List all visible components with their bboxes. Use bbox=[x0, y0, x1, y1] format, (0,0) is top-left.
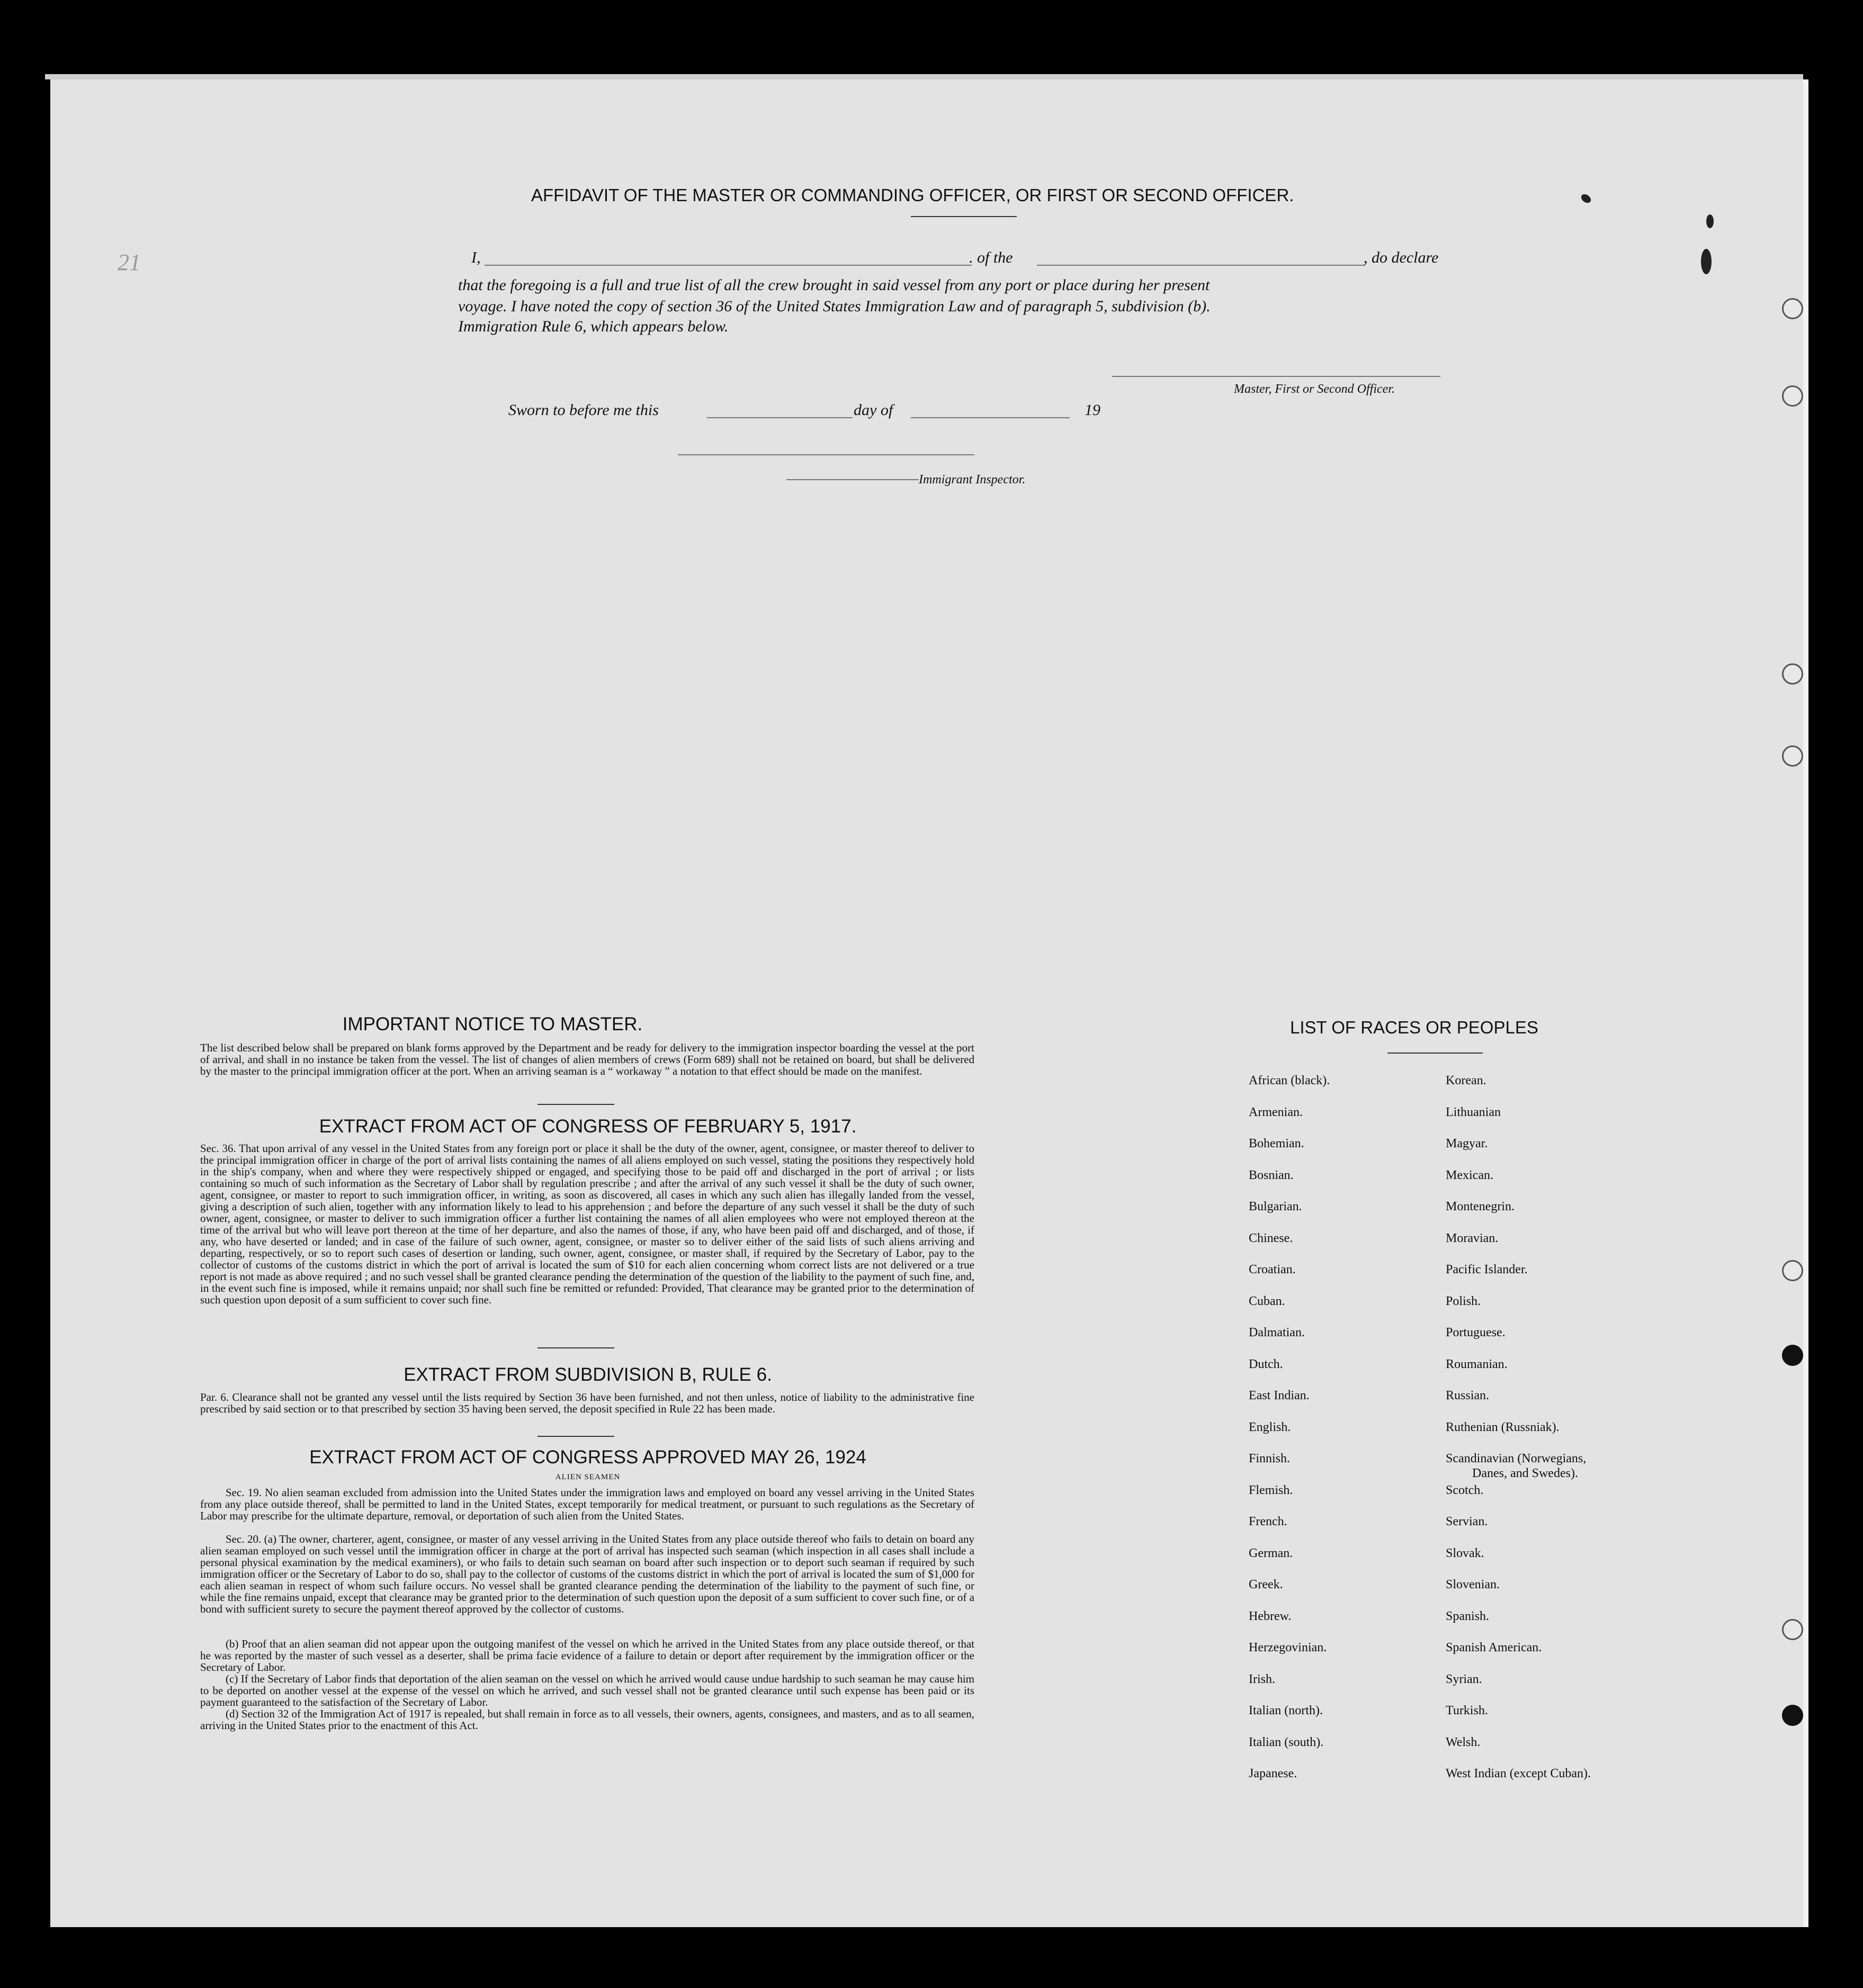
race-right-item: West Indian (except Cuban). bbox=[1446, 1767, 1591, 1780]
ink-speck-3 bbox=[1701, 249, 1712, 274]
race-left-item: French. bbox=[1249, 1515, 1287, 1528]
inspector-label: Immigrant Inspector. bbox=[919, 473, 1026, 487]
race-left-item: Dalmatian. bbox=[1249, 1326, 1305, 1339]
day-of-label: day of bbox=[854, 401, 893, 419]
inspector-signature-line bbox=[786, 479, 919, 480]
race-right-item: Montenegrin. bbox=[1446, 1200, 1515, 1213]
notice-title: IMPORTANT NOTICE TO MASTER. bbox=[342, 1014, 643, 1035]
extract3-subtitle: ALIEN SEAMEN bbox=[555, 1473, 621, 1481]
race-left-item: Italian (north). bbox=[1249, 1704, 1323, 1717]
affidavit-body-line1: that the foregoing is a full and true list of all the crew brought in said vessel from any port or place during her present bbox=[458, 276, 1210, 294]
declarant-name-line bbox=[485, 265, 972, 266]
extract3-para5: (d) Section 32 of the Immigration Act of 1917 is repealed, but shall remain in force as to all vessels, their owners, agents, consignees, and masters, and as to all seamen, arriving in the United States prior to the enactment of this Act. bbox=[200, 1707, 974, 1732]
race-left-item: Greek. bbox=[1249, 1578, 1283, 1591]
affidavit-body-line2: voyage. I have noted the copy of section 36 of the United States Immigration Law and of paragraph 5, subdivision (b). bbox=[458, 298, 1211, 315]
binding-hole-7 bbox=[1782, 1619, 1803, 1640]
race-right-item: Russian. bbox=[1446, 1389, 1490, 1402]
binding-hole-6 bbox=[1782, 1345, 1803, 1366]
vessel-name-line bbox=[1037, 265, 1365, 266]
race-right-item: Spanish. bbox=[1446, 1609, 1490, 1623]
race-left-item: Armenian. bbox=[1249, 1105, 1303, 1119]
race-right-item: Scandinavian (Norwegians, bbox=[1446, 1452, 1587, 1465]
race-right-item: Mexican. bbox=[1446, 1168, 1493, 1182]
binding-hole-8 bbox=[1782, 1705, 1803, 1726]
race-right-item: Ruthenian (Russniak). bbox=[1446, 1420, 1560, 1434]
race-left-item: Hebrew. bbox=[1249, 1609, 1292, 1623]
race-left-item: Irish. bbox=[1249, 1672, 1275, 1686]
extract1-body: Sec. 36. That upon arrival of any vessel in the United States from any foreign port or place it shall be the duty of the owner, agent, consignee, or master thereof to deliver to the principal immigration officer in charge of the port of arrival lists containing the names of all aliens employed on such vessel, stating the positions they respectively hold in the ship's company, when and where they were respectively shipped or engaged, and specifying those to be paid off and discharged in the port of arrival ; or lists containing so much of such information as the Secretary of Labor shall by regulation prescribe ; and after the arrival of any such vessel it shall be the duty of such owner, agent, consignee, or master to report to such immigration officer, in writing, as soon as discovered, all cases in which any such alien has illegally landed from the vessel, giving a description of such alien, together with any information likely to lead to his apprehension ; and before the departure of any such vessel it shall be the duty of such owner, agent, consignee, or master to deliver to such immigration officer a further list containing the names of all alien employees who were not employed thereon at the time of the arrival but who will leave port thereon at the time of her departure, and also the names of those, if any, who have been paid off and discharged, and of those, if any, who have deserted or landed; and in case of the failure of such owner, agent, consignee, or master so to deliver either of the said lists of such aliens arriving and departing, respectively, or so to report such cases of desertion or landing, such owner, agent, consignee, or master shall, if required by the Secretary of Labor, pay to the collector of customs of the customs district in which the port of arrival is located the sum of $10 for each alien concerning whom correct lists are not delivered or a true report is not made as above required ; and no such vessel shall be granted clearance pending the determination of the question of the liability to the payment of such fine, and, in the event such fine is imposed, while it remains unpaid; nor shall such fine be remitted or refunded: Provided, That clearance may be granted prior to the determination of such question upon deposit of a sum sufficient to cover such fine. bbox=[200, 1142, 974, 1306]
extract2-title: EXTRACT FROM SUBDIVISION B, RULE 6. bbox=[404, 1364, 772, 1385]
race-left-item: Flemish. bbox=[1249, 1483, 1293, 1497]
of-the-label: . of the bbox=[969, 249, 1013, 266]
notice-body: The list described below shall be prepared on blank forms approved by the Department and be ready for delivery to the immigration inspector boarding the vessel at the port of arrival, and shall in no instance be taken from the vessel. The list of changes of alien members of crews (Form 689) shall not be retained on board, but shall be delivered by the master to the principal immigration officer at the port. When an arriving seaman is a “ workaway ” a notation to that effect should be made on the manifest. bbox=[200, 1041, 974, 1077]
race-left-item: Bulgarian. bbox=[1249, 1200, 1302, 1213]
extract2-body: Par. 6. Clearance shall not be granted any vessel until the lists required by Section 36 have been furnished, and not then unless, notice of liability to the administrative fine prescribed by said section or to that prescribed by section 35 having been served, the deposit specified in Rule 22 has been made. bbox=[200, 1391, 974, 1415]
race-right-item: Pacific Islander. bbox=[1446, 1263, 1528, 1276]
extract2-rule bbox=[538, 1436, 614, 1437]
race-left-item: Croatian. bbox=[1249, 1263, 1296, 1276]
race-left-item: German. bbox=[1249, 1546, 1293, 1560]
ink-speck-2 bbox=[1706, 214, 1714, 228]
notice-rule bbox=[538, 1104, 614, 1105]
binding-hole-5 bbox=[1782, 1260, 1803, 1281]
affidavit-title: AFFIDAVIT OF THE MASTER OR COMMANDING OFFICER, OR FIRST OR SECOND OFFICER. bbox=[531, 185, 1294, 205]
margin-mark: 21 bbox=[118, 249, 141, 275]
race-right-item: Spanish American. bbox=[1446, 1641, 1542, 1654]
race-right-item: Scotch. bbox=[1446, 1483, 1484, 1497]
sworn-day-line bbox=[707, 417, 853, 418]
extract1-rule bbox=[538, 1347, 614, 1348]
race-left-item: Herzegovinian. bbox=[1249, 1641, 1327, 1654]
race-right-item: Polish. bbox=[1446, 1294, 1481, 1308]
master-signature-line bbox=[1112, 376, 1440, 377]
race-right-item: Korean. bbox=[1446, 1074, 1486, 1087]
i-label: I, bbox=[471, 249, 481, 266]
race-left-item: Cuban. bbox=[1249, 1294, 1285, 1308]
sworn-label: Sworn to before me this bbox=[508, 401, 659, 419]
races-title: LIST OF RACES OR PEOPLES bbox=[1290, 1018, 1538, 1037]
race-right-item: Slovenian. bbox=[1446, 1578, 1500, 1591]
race-right-item: Moravian. bbox=[1446, 1231, 1499, 1245]
race-right-item: Magyar. bbox=[1446, 1137, 1488, 1150]
race-right-item: Servian. bbox=[1446, 1515, 1488, 1528]
binding-hole-4 bbox=[1782, 745, 1803, 767]
inspector-signature-line-upper bbox=[678, 454, 974, 455]
race-right-item-continuation: Danes, and Swedes). bbox=[1472, 1467, 1578, 1480]
extract1-title: EXTRACT FROM ACT OF CONGRESS OF FEBRUARY 5, 1917. bbox=[319, 1116, 857, 1137]
race-right-item: Roumanian. bbox=[1446, 1357, 1508, 1371]
do-declare-label: , do declare bbox=[1364, 249, 1439, 266]
master-signature-label: Master, First or Second Officer. bbox=[1234, 382, 1395, 396]
year-label: 19 bbox=[1085, 401, 1100, 419]
sworn-month-line bbox=[911, 417, 1070, 418]
race-left-item: English. bbox=[1249, 1420, 1291, 1434]
extract3-title: EXTRACT FROM ACT OF CONGRESS APPROVED MAY 26, 1924 bbox=[309, 1447, 866, 1468]
race-left-item: African (black). bbox=[1249, 1074, 1330, 1087]
race-right-item: Syrian. bbox=[1446, 1672, 1482, 1686]
paper-edge bbox=[45, 74, 1803, 79]
race-right-item: Welsh. bbox=[1446, 1735, 1481, 1749]
race-left-item: Italian (south). bbox=[1249, 1735, 1324, 1749]
race-left-item: Japanese. bbox=[1249, 1767, 1297, 1780]
race-left-item: Finnish. bbox=[1249, 1452, 1291, 1465]
binding-hole-1 bbox=[1782, 298, 1803, 319]
extract3-para1: Sec. 19. No alien seaman excluded from admission into the United States under the immigration laws and employed on board any vessel arriving in the United States from any place outside thereof, shall be permitted to land in the United States, except temporarily for medical treatment, or pursuant to such regulations as the Secretary of Labor may prescribe for the ultimate departure, removal, or deportation of such alien from the United States. bbox=[200, 1486, 974, 1522]
race-left-item: Dutch. bbox=[1249, 1357, 1283, 1371]
extract3-para4: (c) If the Secretary of Labor finds that deportation of the alien seaman on the vessel on which he arrived would cause undue hardship to such seaman he may cause him to be deported on another vessel at the expense of the vessel on which he arrived, and such vessel shall not be granted clearance until such expense has been paid or its payment guaranteed to the satisfaction of the Secretary of Labor. bbox=[200, 1672, 974, 1708]
binding-hole-2 bbox=[1782, 385, 1803, 407]
race-right-item: Portuguese. bbox=[1446, 1326, 1506, 1339]
race-right-item: Lithuanian bbox=[1446, 1105, 1501, 1119]
race-left-item: Bohemian. bbox=[1249, 1137, 1304, 1150]
race-left-item: Chinese. bbox=[1249, 1231, 1293, 1245]
race-right-item: Turkish. bbox=[1446, 1704, 1488, 1717]
extract3-para3: (b) Proof that an alien seaman did not appear upon the outgoing manifest of the vessel on which he arrived in the United States from any place outside thereof, or that he was reported by the master of such vessel as a deserter, shall be prima facie evidence of a failure to detain or deport after requirement by the immigration officer or the Secretary of Labor. bbox=[200, 1638, 974, 1674]
race-left-item: East Indian. bbox=[1249, 1389, 1310, 1402]
race-right-item: Slovak. bbox=[1446, 1546, 1484, 1560]
race-left-item: Bosnian. bbox=[1249, 1168, 1294, 1182]
extract3-para2: Sec. 20. (a) The owner, charterer, agent, consignee, or master of any vessel arriving in the United States from any place outside thereof who fails to detain on board any alien seaman employed on such vessel until the immigration officer in charge at the port of arrival has inspected such seaman (which inspection in all cases shall include a personal physical examination by the medical examiners), or who fails to detain such seaman on board after such inspection or to deport such seaman if required by such immigration officer or the Secretary of Labor to do so, shall pay to the collector of customs of the customs district in which the port of arrival is located the sum of $1,000 for each alien seaman in respect of whom such failure occurs. No vessel shall be granted clearance pending the determination of the liability to the payment of such fine, or while the fine remains unpaid, except that clearance may be granted prior to the determination of such question upon the deposit of a sum sufficient to cover such fine, or of a bond with sufficient surety to secure the payment thereof approved by the collector of customs. bbox=[200, 1533, 974, 1615]
affidavit-body-line3: Immigration Rule 6, which appears below. bbox=[458, 318, 729, 335]
binding-hole-3 bbox=[1782, 663, 1803, 685]
affidavit-title-rule bbox=[911, 216, 1017, 217]
races-title-rule bbox=[1387, 1053, 1483, 1054]
